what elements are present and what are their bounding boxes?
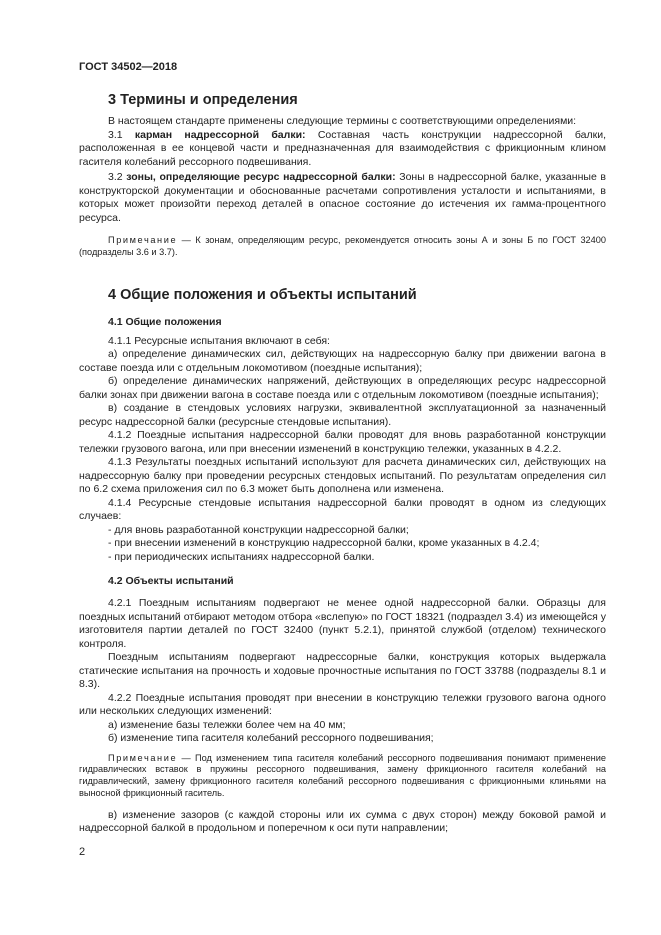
term-3-2 xyxy=(79,171,606,225)
note-3 xyxy=(79,235,606,259)
item-4-1-1-a: а) определение динамических сил, действующих на надрессорную балку при движении вагона в составе поезда или с отдельным локомотивом (поездные испытания); xyxy=(79,348,606,374)
note-text: — Под изменением типа гасителя колебаний рессорного подвешивания понимают применение гидравлических вставок в пружины рессорного подвешивания, замену фрикционного гасителя колебаний на гидравлический, замену фрикционного гасителя колебаний рессорного подвешивания с фрикционными клиньями на выносной фрикционный гаситель. xyxy=(79,752,606,798)
page-number: 2 xyxy=(79,846,86,858)
subsection-4-2-heading: 4.2 Объекты испытаний xyxy=(108,575,234,588)
paragraph-4-2-2: 4.2.2 Поездные испытания проводят при внесении в конструкцию тележки грузового вагона одного или нескольких следующих изменений: xyxy=(79,691,606,718)
item-4-2-2-b: б) изменение типа гасителя колебаний рессорного подвешивания; xyxy=(108,732,434,745)
term-definition: Зоны в надрессорной балке, указанные в конструкторской документации и обоснованные расчетами сопротивления усталости и испытаниями, в которых может произойти переход деталей в опасное состояние до истечения их гамма-процентного ресурса. xyxy=(79,171,606,224)
term-3-1 xyxy=(79,129,606,170)
section-4-heading: 4 Общие положения и объекты испытаний xyxy=(108,286,417,303)
list-item: - для вновь разработанной конструкции надрессорной балки; xyxy=(108,523,409,536)
note-label: Примечание xyxy=(108,752,178,763)
page-content xyxy=(79,92,606,836)
term-definition: Составная часть конструкции надрессорной балки, расположенная в ее концевой части и предназначенная для взаимодействия с фрикционным клином гасителя колебаний рессорного подвешивания. xyxy=(79,128,606,168)
paragraph-4-1-2: 4.1.2 Поездные испытания надрессорной балки проводят для вновь разработанной конструкции тележки грузового вагона, или при внесении изменений в конструкцию тележки, указанных в 4.2.2. xyxy=(79,429,606,455)
paragraph-4-2-1-cont: Поездным испытаниям подвергают надрессорные балки, конструкция которых выдержала статические испытания на прочность и ходовые прочностные испытания по ГОСТ 33788 (подразделы 8.1 и 8.3). xyxy=(79,651,606,691)
item-4-2-2-c: в) изменение зазоров (с каждой стороны или их сумма с двух сторон) между боковой рамой и надрессорной балкой в продольном и поперечном к оси пути направлении; xyxy=(79,808,606,835)
list-item: - при внесении изменений в конструкцию надрессорной балки, кроме указанных в 4.2.4; xyxy=(108,537,540,550)
item-4-2-2-a: а) изменение базы тележки более чем на 40 мм; xyxy=(108,718,346,731)
paragraph-4-1-3: 4.1.3 Результаты поездных испытаний используют для расчета динамических сил, действующих на надрессорную балку при проведении ресурсных стендовых испытаний. По результатам определения сил по 6.2 схема приложения сил по 6.3 может быть дополнена или изменена. xyxy=(79,456,606,496)
paragraph-4-1-1: 4.1.1 Ресурсные испытания включают в себя: xyxy=(108,334,330,347)
term-number: 3.2 xyxy=(108,171,127,183)
running-header: ГОСТ 34502—2018 xyxy=(79,61,178,73)
term-name: карман надрессорной балки: xyxy=(134,128,306,141)
paragraph-4-2-1: 4.2.1 Поездным испытаниям подвергают не менее одной надрессорной балки. Образцы для поездных испытаний отбирают методом отбора «вслепую» по ГОСТ 18321 (подраздел 3.4) из имеющейся у изготовителя партии деталей по ГОСТ 32400 (пункт 5.2.1), принятой службой (отделом) технического контроля. xyxy=(79,597,606,650)
section-3-intro: В настоящем стандарте применены следующие термины с соответствующими определениями: xyxy=(108,115,577,127)
term-number: 3.1 xyxy=(108,128,135,141)
subsection-4-1-heading: 4.1 Общие положения xyxy=(108,315,222,328)
term-name: зоны, определяющие ресурс надрессорной балки: xyxy=(126,171,396,183)
section-3-heading: 3 Термины и определения xyxy=(108,92,298,108)
paragraph-4-1-4: 4.1.4 Ресурсные стендовые испытания надрессорной балки проводят в одном из следующих случаев: xyxy=(79,496,606,523)
item-4-1-1-c: в) создание в стендовых условиях нагрузки, эквивалентной эксплуатационной за назначенный ресурс надрессорной балки (ресурсные стендовые испытания). xyxy=(79,402,606,428)
note-4-2-2 xyxy=(79,753,606,800)
note-label: Примечание xyxy=(108,235,178,245)
note-text: — К зонам, определяющим ресурс, рекомендуется относить зоны А и зоны Б по ГОСТ 32400 (подразделы 3.6 и 3.7). xyxy=(79,235,606,257)
list-item: - при периодических испытаниях надрессорной балки. xyxy=(108,550,375,563)
item-4-1-1-b: б) определение динамических напряжений, действующих в определяющих ресурс надрессорной балки зонах при движении вагона в составе поезда или с отдельным локомотивом (поездные испытания); xyxy=(79,375,606,401)
